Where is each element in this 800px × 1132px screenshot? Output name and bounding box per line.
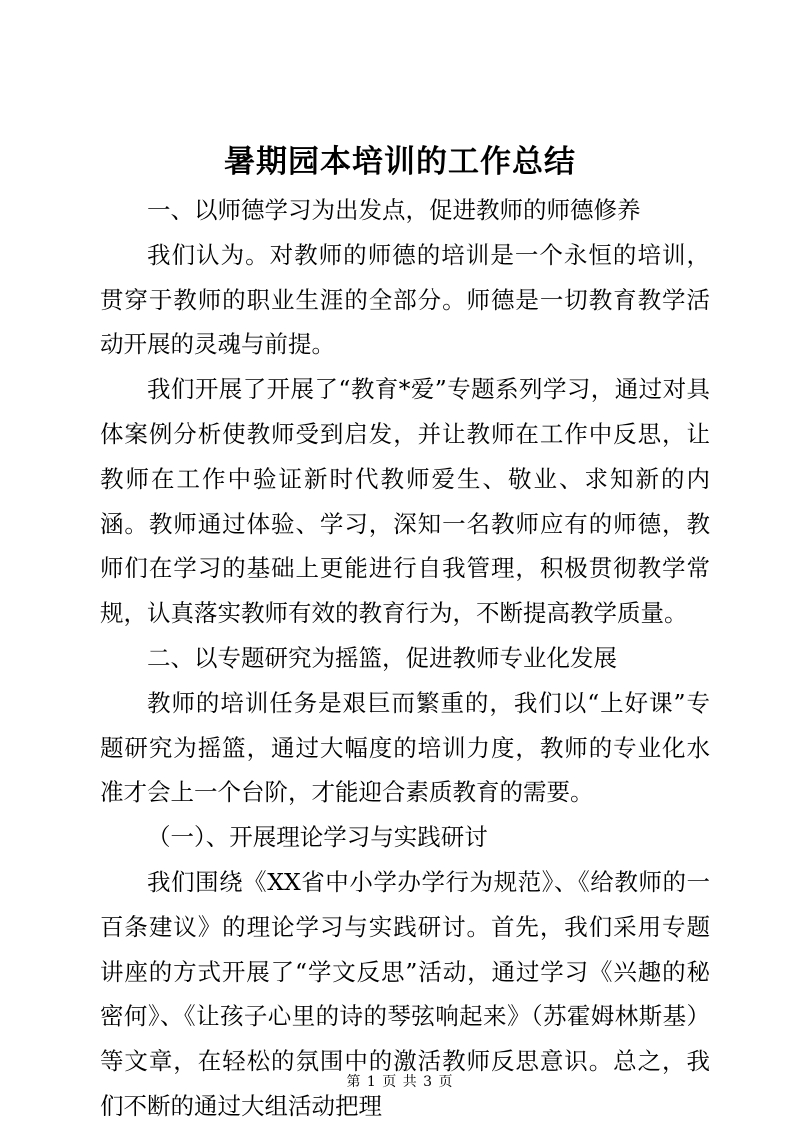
subsection-heading-1: （一）、开展理论学习与实践研讨 (147, 823, 488, 852)
paragraph-4: 我们围绕《XX省中小学办学行为规范》、《给教师的一百条建议》的理论学习与实践研讨。首先，我们采用专题讲座的方式开展了“学文反思”活动，通过学习《兴趣的秘密何》、《让孩子心里的诗的琴弦响起来》（苏霍姆林斯基）等文章，在轻松的氛围中的激活教师反思意识。总之，我们不断的通过大组活动把理 (100, 867, 710, 1120)
paragraph-2: 我们开展了开展了“教育*爱”专题系列学习，通过对具体案例分析使教师受到启发，并让教师在工作中反思，让教师在工作中验证新时代教师爱生、敬业、求知新的内涵。教师通过体验、学习，深知一名教师应有的师德，教师们在学习的基础上更能进行自我管理，积极贯彻教学常规，认真落实教师有效的教育行为，不断提高教学质量。 (100, 375, 710, 628)
section-heading-1: 一、以师德学习为出发点，促进教师的师德修养 (147, 196, 641, 224)
document-body (100, 188, 710, 1129)
paragraph-1: 我们认为。对教师的师德的培训是一个永恒的培训，贯穿于教师的职业生涯的全部分。师德是一切教育教学活动开展的灵魂与前提。 (100, 240, 710, 359)
page-footer: 第 1 页 共 3 页 (346, 1074, 454, 1090)
paragraph-3: 教师的培训任务是艰巨而繁重的，我们以“上好课”专题研究为摇篮，通过大幅度的培训力度，教师的专业化水准才会上一个台阶，才能迎合素质教育的需要。 (100, 688, 710, 807)
document-title: 暑期园本培训的工作总结 (224, 144, 576, 180)
section-heading-2: 二、以专题研究为摇篮，促进教师专业化发展 (147, 643, 617, 672)
